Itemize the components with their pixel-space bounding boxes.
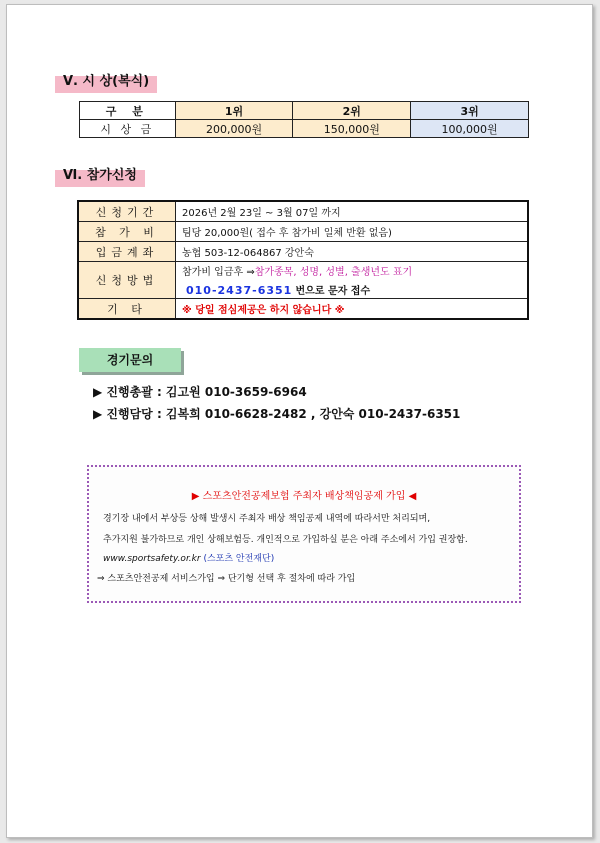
section5-title: Ⅴ. 시 상(복식) — [55, 71, 157, 93]
insurance-url[interactable]: www.sportsafety.or.kr — [103, 554, 201, 564]
insurance-title — [89, 487, 519, 502]
insurance-line1: 경기장 내에서 부상등 상해 발생시 주최자 배상 책임공제 내역에 따라서만 처리되며, — [103, 514, 431, 524]
method-prefix: 참가비 입금후 ⇒ — [182, 267, 255, 278]
triangle-left-icon: ◀ — [408, 491, 417, 502]
method-required-info: 참가종목, 성명, 성별, 출생년도 표기 — [254, 267, 413, 278]
app-label-fee: 참 가 비 — [78, 222, 176, 242]
section6-title: Ⅵ. 참가신청 — [55, 165, 145, 187]
contact-line-general: ▶ 진행총괄 : 김고원 010-3659-6964 — [93, 385, 307, 399]
prize-row-label: 시 상 금 — [80, 120, 176, 138]
contact-line-staff: ▶ 진행담당 : 김복희 010-6628-2482 , 강안숙 010-2437-6351 — [93, 407, 461, 421]
method-suffix: 번으로 문자 접수 — [295, 286, 371, 297]
app-label-other: 기 타 — [78, 299, 176, 320]
app-value-account: 농협 503-12-064867 강안숙 — [176, 242, 529, 262]
inquiry-title: 경기문의 — [79, 348, 181, 372]
prize-amount-1st: 200,000원 — [175, 120, 293, 138]
app-value-period: 2026년 2월 23일 ~ 3월 07일 까지 — [176, 201, 529, 222]
document-page — [6, 4, 593, 838]
insurance-url-note: (스포츠 안전재단) — [203, 554, 275, 564]
prize-header-category: 구 분 — [80, 102, 176, 120]
app-label-method: 신청방법 — [78, 262, 176, 299]
prize-header-3rd: 3위 — [411, 102, 529, 120]
app-value-fee: 팀당 20,000원( 접수 후 참가비 일체 반환 없음) — [176, 222, 529, 242]
prize-amount-3rd: 100,000원 — [411, 120, 529, 138]
app-value-other: ※ 당일 점심제공은 하지 않습니다 ※ — [176, 299, 529, 320]
method-phone: 010-2437-6351 — [186, 284, 293, 297]
prize-header-1st: 1위 — [175, 102, 293, 120]
insurance-title-text: 스포츠안전공제보험 주최자 배상책임공제 가입 — [202, 491, 406, 502]
insurance-line2: 추가지원 불가하므로 개인 상해보험등. 개인적으로 가입하실 분은 아래 주소에서 가입 권장함. — [103, 535, 468, 545]
prize-header-2nd: 2위 — [293, 102, 411, 120]
insurance-steps: ⇒ 스포츠안전공제 서비스가입 ⇒ 단기형 선택 후 절차에 따라 가입 — [97, 574, 356, 584]
insurance-url-line — [103, 551, 274, 564]
app-value-method — [176, 262, 529, 299]
prize-amount-2nd: 150,000원 — [293, 120, 411, 138]
insurance-notice-box — [87, 465, 521, 603]
app-label-period: 신청기간 — [78, 201, 176, 222]
triangle-right-icon: ▶ — [191, 491, 200, 502]
app-label-account: 입금계좌 — [78, 242, 176, 262]
application-table — [77, 200, 529, 320]
prize-table — [79, 101, 529, 138]
